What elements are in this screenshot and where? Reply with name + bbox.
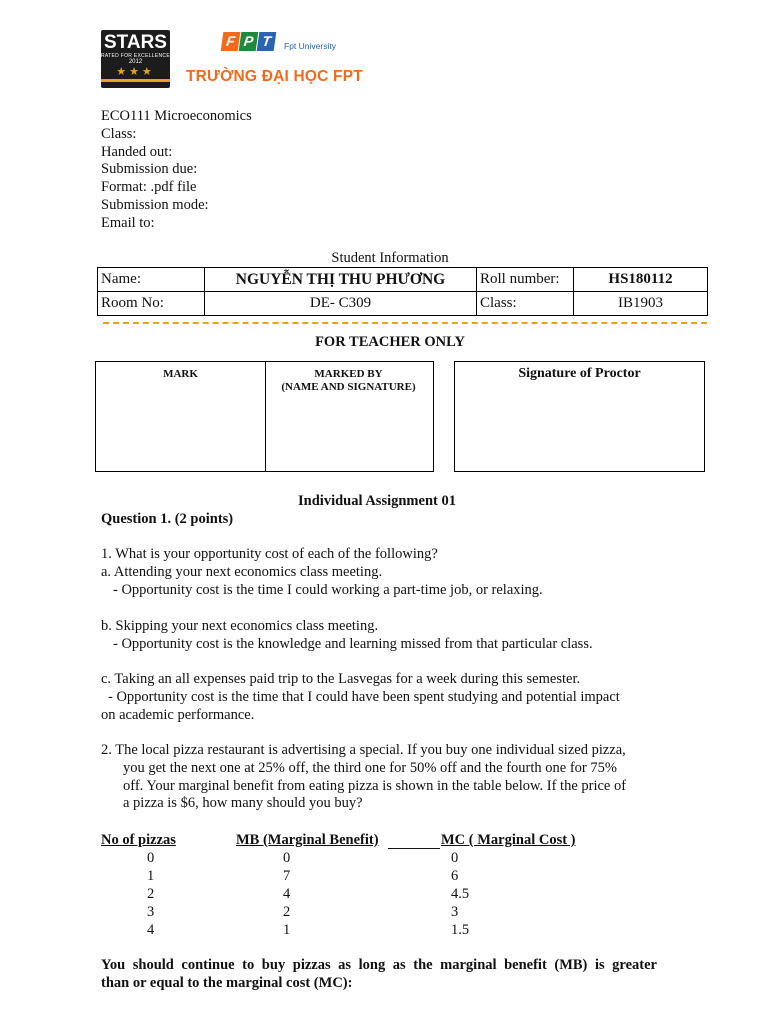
table-row: [98, 268, 708, 292]
conclusion: [101, 957, 657, 993]
course-title: ECO111 Microeconomics: [101, 108, 252, 124]
mc-col-header: MC ( Marginal Cost ): [441, 832, 576, 848]
email-to-line: Email to:: [101, 214, 155, 231]
room-label: Room No:: [98, 292, 205, 316]
roll-number-value: HS180112: [574, 268, 708, 292]
name-value: NGUYỄN THỊ THU PHƯƠNG: [205, 268, 477, 292]
table-cell: 0: [283, 850, 291, 866]
table-cell: 0: [147, 850, 155, 866]
class-label: Class:: [477, 292, 574, 316]
proctor-signature-box: [454, 361, 705, 472]
pizza-col-count: [101, 832, 181, 939]
table-cell: 1.5: [451, 922, 470, 938]
table-cell: 4: [147, 922, 155, 938]
mb-underline-gap: [388, 832, 408, 849]
fpt-logo-letter-f: F: [221, 32, 241, 51]
question-1c: c. Taking an all expenses paid trip to the Lasvegas for a week during this semester.: [101, 671, 581, 687]
stars-logo-stars: ★★★: [116, 66, 155, 78]
table-cell: 4.5: [451, 886, 470, 902]
stars-logo-bar: [101, 79, 170, 82]
table-cell: 7: [283, 868, 291, 884]
class-line: Class:: [101, 125, 137, 142]
mark-label: MARK: [163, 368, 198, 380]
question-1b-block: [101, 618, 701, 654]
answer-1c-line1: - Opportunity cost is the time that I could have been spent studying and potential impact: [108, 688, 620, 705]
question-2-line2: you get the next one at 25% off, the third one for 50% off and the fourth one for 75%: [123, 759, 617, 776]
school-name: TRƯỜNG ĐẠI HỌC FPT: [186, 68, 363, 85]
class-value: IB1903: [574, 292, 708, 316]
marked-by-box: [264, 361, 434, 472]
proctor-signature-label: Signature of Proctor: [518, 366, 641, 381]
table-cell: 0: [451, 850, 459, 866]
mark-box: [95, 361, 266, 472]
table-cell: 2: [147, 886, 155, 902]
stars-logo-year: 2012: [128, 59, 143, 65]
answer-1c-line2: on academic performance.: [101, 706, 255, 723]
question-heading: Question 1. (2 points): [101, 511, 234, 527]
roll-number-label: Roll number:: [477, 268, 574, 292]
submission-mode-line: Submission mode:: [101, 196, 209, 213]
stars-logo-word: STARS: [104, 32, 167, 53]
room-value: DE- C309: [205, 292, 477, 316]
table-row: [98, 292, 708, 316]
marked-by-sublabel: (NAME AND SIGNATURE): [281, 381, 416, 393]
table-cell: 3: [451, 904, 459, 920]
table-cell: 2: [283, 904, 291, 920]
marked-by-label: MARKED BY: [314, 368, 383, 380]
assignment-title: Individual Assignment 01: [298, 493, 456, 509]
stars-logo: [101, 30, 170, 88]
conclusion-line1: You should continue to buy pizzas as long as the marginal benefit (MB) is greater: [101, 957, 657, 973]
pizza-col-header: No of pizzas: [101, 832, 176, 848]
question-1-block: [101, 546, 701, 599]
table-cell: 1: [147, 868, 155, 884]
table-cell: 3: [147, 904, 155, 920]
question-1b: b. Skipping your next economics class meeting.: [101, 618, 379, 634]
format-line: Format: .pdf file: [101, 179, 197, 196]
dotted-divider: [103, 322, 707, 324]
answer-1a: - Opportunity cost is the time I could working a part-time job, or relaxing.: [113, 581, 543, 598]
handed-out-line: Handed out:: [101, 143, 173, 160]
question-2-line3: off. Your marginal benefit from eating pizza is shown in the table below. If the price of: [123, 777, 627, 794]
teacher-only-title: FOR TEACHER ONLY: [315, 334, 465, 350]
pizza-col-mc: [441, 832, 641, 939]
question-1a: a. Attending your next economics class meeting.: [101, 563, 383, 580]
question-1c-block: [101, 671, 701, 724]
course-info: [101, 108, 252, 233]
student-info-table: [97, 267, 708, 316]
table-cell: 6: [451, 868, 459, 884]
fpt-logo: [222, 32, 336, 60]
mb-col-header: MB (Marginal Benefit): [236, 832, 379, 848]
question-2-line1: 2. The local pizza restaurant is advertising a special. If you buy one individual sized pizza,: [101, 742, 626, 758]
question-1: 1. What is your opportunity cost of each of the following?: [101, 546, 438, 562]
answer-1b: - Opportunity cost is the knowledge and learning missed from that particular class.: [113, 635, 593, 652]
name-label: Name:: [98, 268, 205, 292]
table-cell: 1: [283, 922, 291, 938]
table-cell: 4: [283, 886, 291, 902]
question-2-block: [101, 742, 711, 813]
fpt-logo-letter-t: T: [257, 32, 277, 51]
submission-due-line: Submission due:: [101, 161, 198, 178]
student-info-title: Student Information: [331, 250, 449, 266]
stars-logo-subtitle: RATED FOR EXCELLENCE: [101, 53, 170, 59]
question-2-line4: a pizza is $6, how many should you buy?: [123, 795, 363, 812]
header-underline-extension: [388, 832, 440, 849]
conclusion-line2: than or equal to the marginal cost (MC):: [101, 974, 353, 991]
fpt-logo-letter-p: P: [239, 32, 259, 51]
fpt-university-label: Fpt University: [284, 41, 336, 51]
